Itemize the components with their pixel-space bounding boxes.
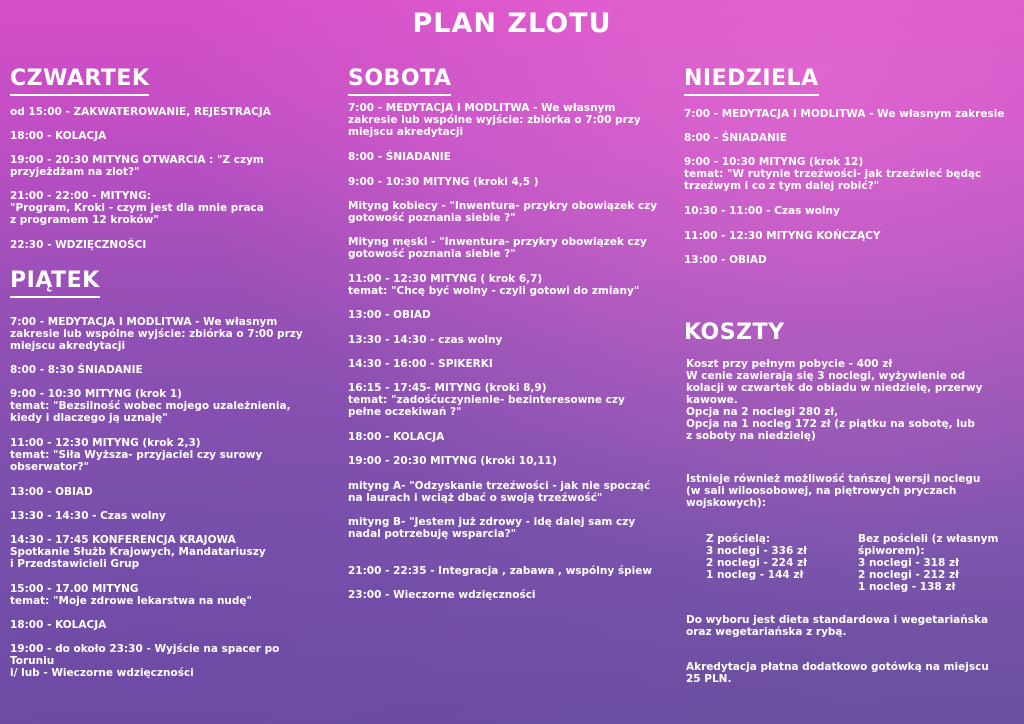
- schedule-item: 22:30 - WDZIĘCZNOŚCI: [10, 239, 147, 251]
- schedule-item: 13:00 - OBIAD: [348, 309, 431, 321]
- schedule-item: 21:00 - 22:35 - Integracja , zabawa , wspólny śpiew: [348, 565, 653, 577]
- schedule-item: 23:00 - Wieczorne wdzięczności: [348, 589, 536, 601]
- schedule-item: 7:00 - MEDYTACJA I MODLITWA - We własnym zakresie lub wspólne wyjście: zbiórka o 7:00 przy miejscu akredytacji: [10, 316, 303, 352]
- day-heading-czwartek: CZWARTEK: [10, 66, 149, 96]
- schedule-item: 19:00 - 20:30 MITYNG (kroki 10,11): [348, 455, 557, 467]
- schedule-item: 19:00 - do około 23:30 - Wyjście na spacer po Toruniu i/ lub - Wieczorne wdzięczności: [10, 643, 280, 679]
- schedule-item: 8:00 - ŚNIADANIE: [348, 151, 451, 163]
- schedule-item: 14:30 - 16:00 - SPIKERKI: [348, 358, 493, 370]
- schedule-item: 14:30 - 17:45 KONFERENCJA KRAJOWA Spotkanie Służb Krajowych, Mandatariuszy i Przedstawicieli Grup: [10, 534, 266, 570]
- schedule-item: 13:00 - OBIAD: [684, 254, 767, 266]
- schedule-item: Mityng kobiecy - "Inwentura- przykry obowiązek czy gotowość poznania siebie ?": [348, 200, 658, 224]
- costs-accreditation: Akredytacja płatna dodatkowo gotówką na miejscu 25 PLN.: [686, 661, 989, 685]
- schedule-item: 9:00 - 10:30 MITYNG (krok 1) temat: "Bezsilność wobec mojego uzależnienia, kiedy i dlaczego ją uznaję": [10, 388, 291, 424]
- schedule-item: 19:00 - 20:30 MITYNG OTWARCIA : "Z czym przyjeżdżam na zlot?": [10, 154, 264, 178]
- schedule-item: 7:00 - MEDYTACJA I MODLITWA - We własnym zakresie lub wspólne wyjście: zbiórka o 7:00 przy miejscu akredytacji: [348, 102, 641, 138]
- schedule-item: 8:00 - 8:30 ŚNIADANIE: [10, 364, 143, 376]
- schedule-item: 8:00 - ŚNIADANIE: [684, 132, 787, 144]
- schedule-item: 11:00 - 12:30 MITYNG (krok 2,3) temat: "Siła Wyższa- przyjaciel czy surowy obserwator?": [10, 437, 263, 473]
- schedule-item: od 15:00 - ZAKWATEROWANIE, REJESTRACJA: [10, 106, 271, 118]
- schedule-item: 9:00 - 10:30 MITYNG (krok 12) temat: "W rutynie trzeźwości- jak trzeźwieć będąc trzeźwym i co z tym dalej robić?": [684, 156, 982, 192]
- schedule-item: 15:00 - 17.00 MITYNG temat: "Moje zdrowe lekarstwa na nudę": [10, 583, 252, 607]
- costs-without-bedding: Bez pościeli (z własnym śpiworem): 3 noclegi - 318 zł 2 noclegi - 212 zł 1 nocleg - 138 zł: [858, 533, 999, 593]
- costs-cheaper-option: Istnieje również możliwość tańszej wersji noclegu (w sali wiloosobowej, na piętrowych pryczach wojskowych):: [686, 473, 981, 509]
- schedule-item: 16:15 - 17:45- MITYNG (kroki 8,9) temat: "zadośćuczynienie- bezinteresowne czy pełne oczekiwań ?": [348, 382, 625, 418]
- page-title: PLAN ZLOTU: [412, 8, 612, 39]
- schedule-item: 11:00 - 12:30 MITYNG KOŃCZĄCY: [684, 230, 881, 242]
- costs-with-bedding: Z pościelą: 3 noclegi - 336 zł 2 noclegi - 224 zł 1 nocleg - 144 zł: [706, 533, 807, 581]
- schedule-item: 18:00 - KOLACJA: [10, 130, 107, 142]
- day-heading-sobota: SOBOTA: [348, 66, 451, 96]
- schedule-item: 11:00 - 12:30 MITYNG ( krok 6,7) temat: "Chcę być wolny - czyli gotowi do zmiany": [348, 273, 640, 297]
- schedule-item: mityng B- "Jestem już zdrowy - idę dalej sam czy nadal potrzebuję wsparcia?": [348, 516, 636, 540]
- schedule-item: 9:00 - 10:30 MITYNG (kroki 4,5 ): [348, 176, 539, 188]
- schedule-item: 13:30 - 14:30 - czas wolny: [348, 334, 503, 346]
- schedule-item: 7:00 - MEDYTACJA I MODLITWA - We własnym zakresie: [684, 108, 1005, 120]
- schedule-item: 13:30 - 14:30 - Czas wolny: [10, 510, 166, 522]
- day-heading-piatek: PIĄTEK: [10, 268, 100, 298]
- schedule-item: 18:00 - KOLACJA: [348, 431, 445, 443]
- costs-diet: Do wyboru jest dieta standardowa i wegetariańska oraz wegetariańska z rybą.: [686, 614, 989, 638]
- costs-intro: Koszt przy pełnym pobycie - 400 zł W cenie zawierają się 3 noclegi, wyżywienie od kolacji w czwartek do obiadu w niedzielę, przerwy kawowe. Opcja na 2 noclegi 280 zł, Opcja na 1 nocleg 172 zł (z piątku na sobotę, lub z soboty na niedzielę): [686, 358, 983, 442]
- section-heading-koszty: KOSZTY: [684, 320, 785, 345]
- day-heading-niedziela: NIEDZIELA: [684, 66, 819, 96]
- schedule-item: 18:00 - KOLACJA: [10, 619, 107, 631]
- schedule-item: 10:30 - 11:00 - Czas wolny: [684, 205, 840, 217]
- schedule-item: 21:00 - 22:00 - MITYNG: "Program, Kroki - czym jest dla mnie praca z programem 12 kroków": [10, 190, 264, 226]
- schedule-item: Mityng męski - "Inwentura- przykry obowiązek czy gotowość poznania siebie ?": [348, 236, 647, 260]
- schedule-item: 13:00 - OBIAD: [10, 486, 93, 498]
- schedule-item: mityng A- "Odzyskanie trzeźwości - jak nie spocząć na laurach i wciąż dbać o swoją trzeźwość": [348, 480, 651, 504]
